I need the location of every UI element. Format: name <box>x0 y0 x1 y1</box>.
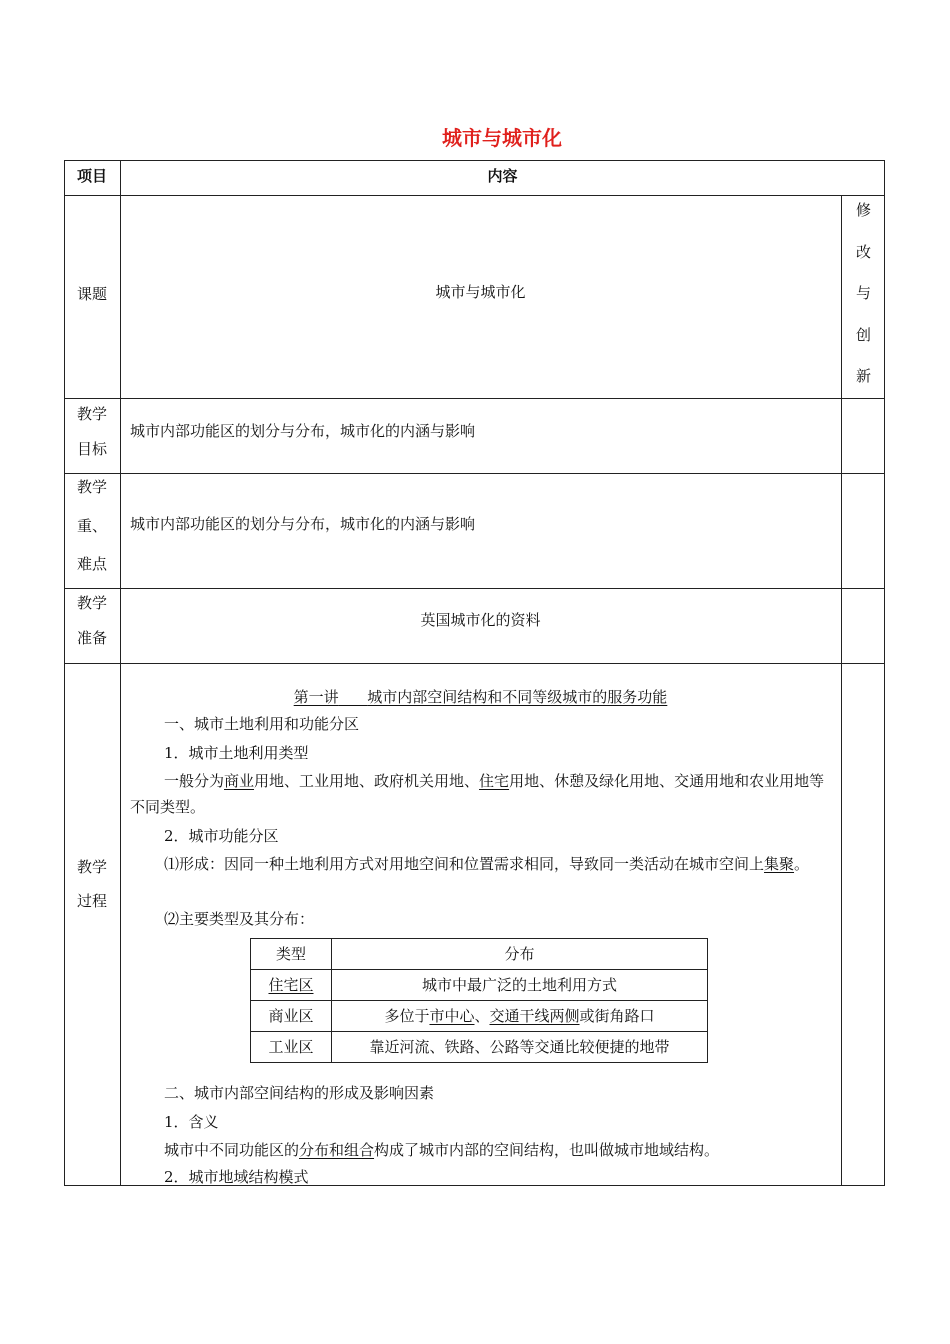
paragraph: 城市中不同功能区的分布和组合构成了城市内部的空间结构，也叫做城市地域结构。 <box>164 1141 720 1159</box>
row-label-process: 过程 <box>76 892 107 910</box>
side-note-char: 改 <box>855 242 871 261</box>
side-note-char: 新 <box>855 367 871 385</box>
section-heading: 二、城市内部空间结构的形成及影响因素 <box>164 1084 435 1102</box>
row-label-prep: 准备 <box>76 629 107 647</box>
row-label-key: 重、 <box>76 517 107 535</box>
lesson-plan-table <box>64 160 885 1186</box>
table-row <box>251 1032 708 1063</box>
topic-content: 城市与城市化 <box>435 283 526 301</box>
subsection-heading: 1．城市土地利用类型 <box>164 744 309 762</box>
table-header-cell: 分布 <box>332 939 708 970</box>
row-label-goal: 教学 <box>76 405 107 423</box>
side-note-char: 创 <box>855 325 871 344</box>
prep-content: 英国城市化的资料 <box>420 611 541 629</box>
row-label-key: 难点 <box>76 555 107 573</box>
header-item: 项目 <box>76 167 107 185</box>
table-cell: 工业区 <box>251 1032 332 1063</box>
row-label-process: 教学 <box>76 858 107 876</box>
row-divider <box>64 473 885 474</box>
table-cell: 靠近河流、铁路、公路等交通比较便捷的地带 <box>332 1032 708 1063</box>
table-border-left <box>64 160 65 1186</box>
side-note-char: 修 <box>855 201 871 219</box>
header-content: 内容 <box>487 167 518 185</box>
row-divider <box>64 588 885 589</box>
table-header-cell: 类型 <box>251 939 332 970</box>
table-cell: 城市中最广泛的土地利用方式 <box>332 970 708 1001</box>
section-heading: 一、城市土地利用和功能分区 <box>164 715 360 733</box>
row-divider <box>64 663 885 664</box>
row-label-goal: 目标 <box>76 440 107 458</box>
table-row <box>251 970 708 1001</box>
row-divider <box>64 195 885 196</box>
function-zone-table <box>250 938 708 1063</box>
lecture-number: 第一讲 <box>293 688 339 706</box>
side-note-char: 与 <box>855 284 871 302</box>
row-label-key: 教学 <box>76 478 107 496</box>
table-cell: 多位于市中心、交通干线两侧或街角路口 <box>332 1001 708 1032</box>
table-row <box>251 939 708 970</box>
row-label-prep: 教学 <box>76 594 107 612</box>
table-cell: 住宅区 <box>251 970 332 1001</box>
paragraph: ⑴形成：因同一种土地利用方式对用地空间和位置需求相同，导致同一类活动在城市空间上集聚。 <box>164 855 810 873</box>
goal-content: 城市内部功能区的划分与分布，城市化的内涵与影响 <box>130 422 476 440</box>
column-divider <box>120 160 121 1186</box>
row-label-topic: 课题 <box>76 285 107 303</box>
side-note <box>842 200 885 408</box>
paragraph: ⑵主要类型及其分布： <box>164 910 315 928</box>
subsection-heading: 1．含义 <box>164 1113 219 1131</box>
table-cell: 商业区 <box>251 1001 332 1032</box>
paragraph: 一般分为商业用地、工业用地、政府机关用地、住宅用地、休憩及绿化用地、交通用地和农业用地等不同类型。 <box>130 772 825 816</box>
table-border-top <box>64 160 885 161</box>
page-title: 城市与城市化 <box>442 126 562 150</box>
subsection-heading: 2．城市地域结构模式 <box>164 1168 309 1186</box>
lesson-heading <box>120 684 841 710</box>
lecture-title: 城市内部空间结构和不同等级城市的服务功能 <box>367 688 668 706</box>
row-divider <box>64 398 885 399</box>
subsection-heading: 2．城市功能分区 <box>164 827 279 845</box>
key-content: 城市内部功能区的划分与分布，城市化的内涵与影响 <box>130 515 476 533</box>
table-row <box>251 1001 708 1032</box>
